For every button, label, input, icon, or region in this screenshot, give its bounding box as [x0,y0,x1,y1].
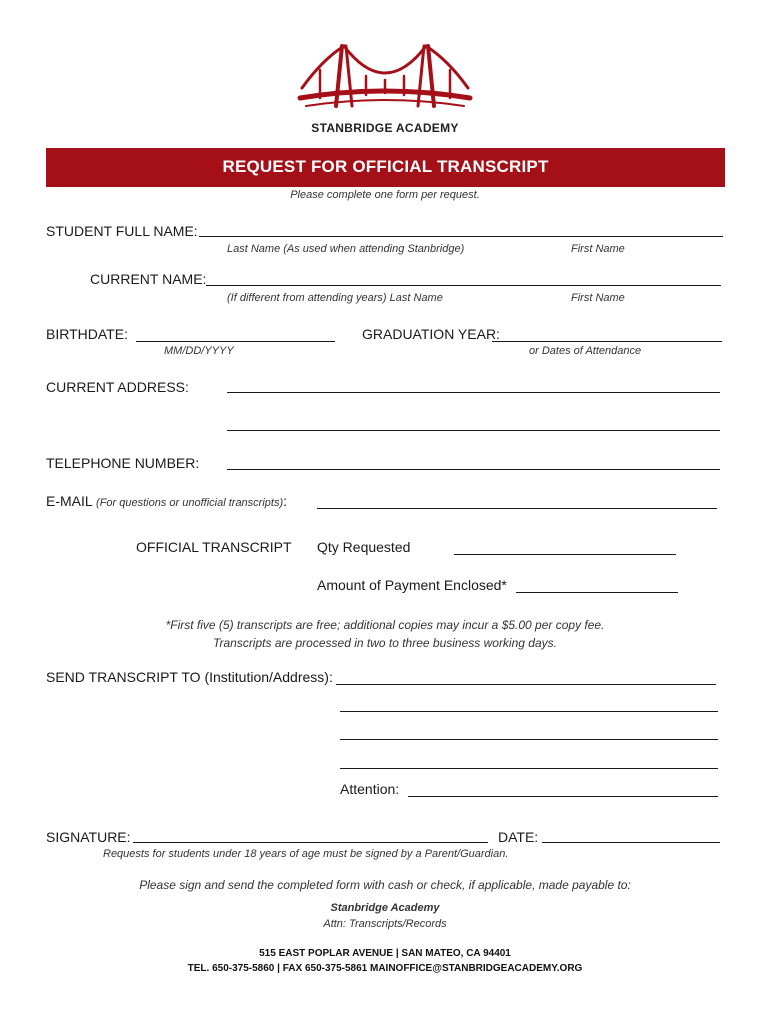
birthdate-hint: MM/DD/YYYY [164,345,234,357]
current-address-field-1[interactable] [227,380,720,393]
qty-requested-field[interactable] [454,542,676,555]
graduation-year-hint: or Dates of Attendance [529,345,642,357]
bridge-logo-icon [292,40,478,116]
signature-field[interactable] [133,830,488,843]
send-to-label: SEND TRANSCRIPT TO (Institution/Address): [46,669,333,685]
student-first-name-hint: First Name [571,243,625,255]
date-label: DATE: [498,829,539,845]
mailing-instructions: Please sign and send the completed form with cash or check, if applicable, made payable to: [139,878,631,892]
telephone-label: TELEPHONE NUMBER: [46,455,200,471]
graduation-year-field[interactable] [492,329,722,342]
email-label [46,493,287,509]
date-field[interactable] [542,830,720,843]
student-name-field[interactable] [199,224,723,237]
telephone-field[interactable] [227,457,720,470]
graduation-year-label: GRADUATION YEAR: [362,326,500,342]
processing-note: Transcripts are processed in two to three business working days. [213,636,557,650]
send-to-field-3[interactable] [340,727,718,740]
attention-field[interactable] [408,784,718,797]
payment-amount-field[interactable] [516,580,678,593]
qty-requested-label: Qty Requested [317,539,411,555]
send-to-field-2[interactable] [340,699,718,712]
current-name-label: CURRENT NAME: [90,271,207,287]
attention-label: Attention: [340,781,400,797]
school-address: 515 EAST POPLAR AVENUE | SAN MATEO, CA 94401 [259,948,511,959]
email-hint: (For questions or unofficial transcripts) [96,497,284,509]
payee-attn: Attn: Transcripts/Records [323,918,447,930]
current-first-name-hint: First Name [571,292,625,304]
student-name-label: STUDENT FULL NAME: [46,223,198,239]
signature-label: SIGNATURE: [46,829,131,845]
current-address-label: CURRENT ADDRESS: [46,379,189,395]
school-contact: TEL. 650-375-5860 | FAX 650-375-5861 MAINOFFICE@STANBRIDGEACADEMY.ORG [187,963,583,974]
birthdate-label: BIRTHDATE: [46,326,128,342]
page-subtitle: Please complete one form per request. [290,189,480,201]
send-to-field-4[interactable] [340,756,718,769]
payee-name: Stanbridge Academy [330,902,440,914]
birthdate-field[interactable] [136,329,335,342]
title-banner [46,148,725,187]
current-address-field-2[interactable] [227,418,720,431]
student-last-name-hint: Last Name (As used when attending Stanbridge) [227,243,465,255]
official-transcript-label: OFFICIAL TRANSCRIPT [136,539,292,555]
page-title: REQUEST FOR OFFICIAL TRANSCRIPT [222,157,549,176]
current-name-field[interactable] [206,273,721,286]
email-field[interactable] [317,496,717,509]
email-colon: : [283,493,288,509]
current-last-name-hint: (If different from attending years) Last Name [227,292,443,304]
logo [292,40,478,140]
guardian-signature-note: Requests for students under 18 years of age must be signed by a Parent/Guardian. [103,848,509,860]
fee-note: *First five (5) transcripts are free; additional copies may incur a $5.00 per copy fee. [165,618,605,632]
payment-amount-label: Amount of Payment Enclosed* [317,577,507,593]
send-to-field-1[interactable] [336,672,716,685]
logo-text: STANBRIDGE ACADEMY [311,121,459,135]
email-label-text: E-MAIL [46,493,93,509]
